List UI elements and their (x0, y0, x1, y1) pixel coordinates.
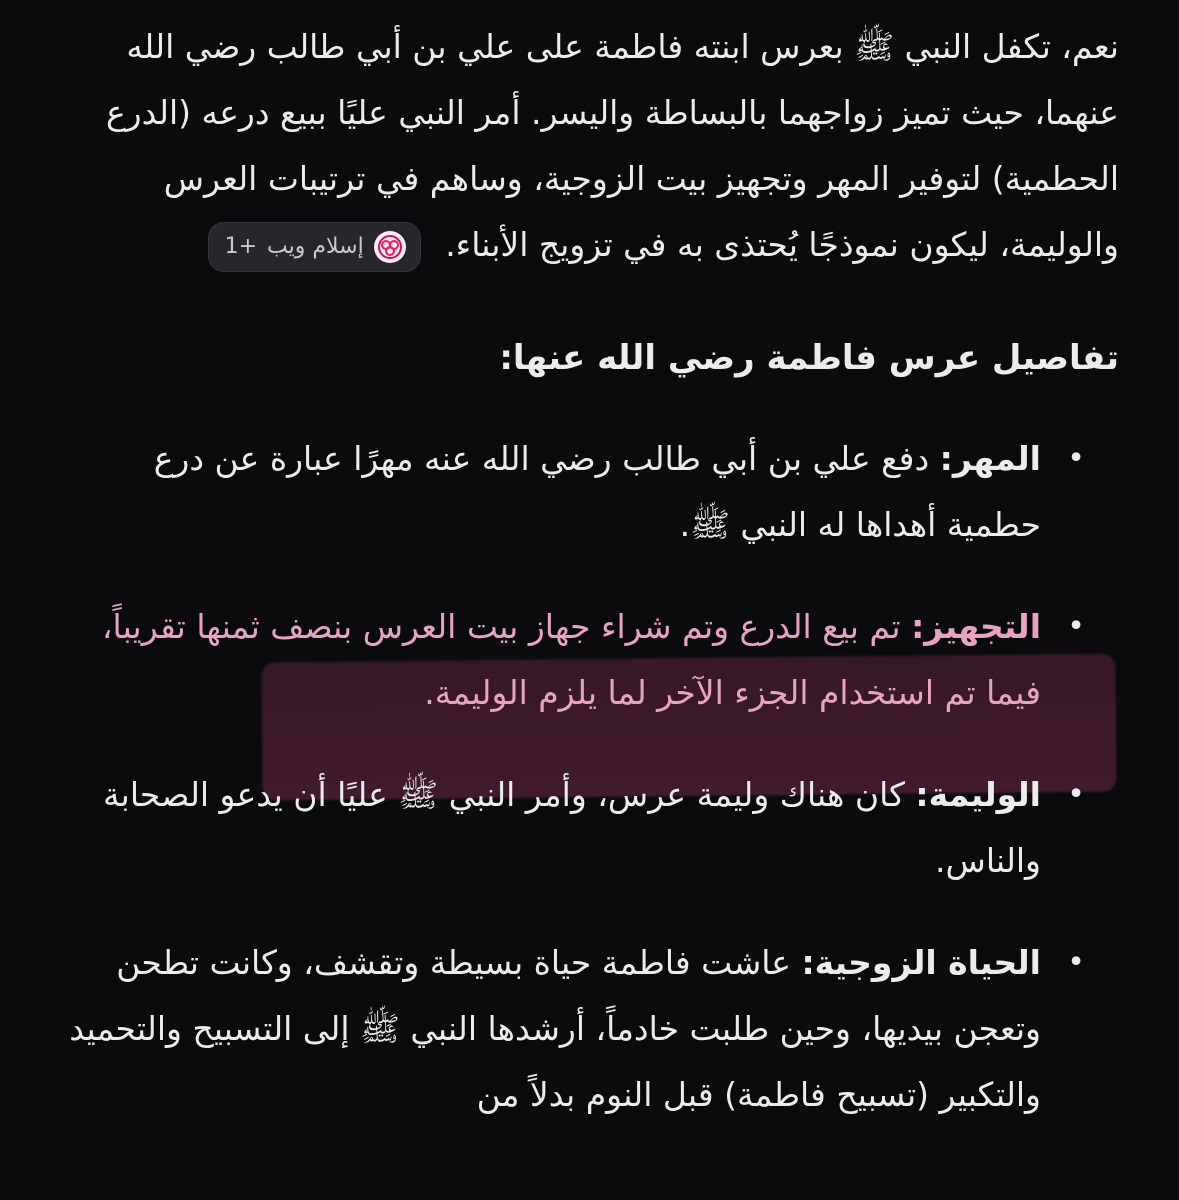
section-heading: تفاصيل عرس فاطمة رضي الله عنها: (499, 338, 1119, 378)
list-item-term: التجهيز: (911, 607, 1041, 646)
list-item-waleema (52, 762, 1119, 894)
list-item-tajheez (52, 594, 1119, 726)
bullet-icon: • (1067, 777, 1085, 812)
intro-paragraph (52, 14, 1119, 278)
list-item-term: المهر: (939, 439, 1041, 478)
list-item-term: الحياة الزوجية: (801, 943, 1041, 982)
list-item-married-life (52, 930, 1119, 1128)
list-item-text: كان هناك وليمة عرس، وأمر النبي ﷺ عليًا أن يدعو الصحابة والناس. (102, 775, 1041, 880)
source-chip-extra-count: +1 (224, 233, 258, 259)
source-chip-label: إسلام ويب (267, 233, 364, 259)
bullet-icon: • (1067, 609, 1085, 644)
list-item-text: تم بيع الدرع وتم شراء جهاز بيت العرس بنصف ثمنها تقريباً، فيما تم استخدام الجزء الآخر لما يلزم الوليمة. (101, 607, 1041, 712)
source-chip-button[interactable] (208, 222, 421, 272)
details-list (52, 426, 1119, 1128)
list-item-text: عاشت فاطمة حياة بسيطة وتقشف، وكانت تطحن وتعجن بيديها، وحين طلبت خادماً، أرشدها النبي ﷺ إلى التسبيح والتحميد والتكبير (تسبيح فاطمة) قبل النوم بدلاً من (69, 943, 1041, 1114)
list-item-mahr (52, 426, 1119, 558)
bullet-icon: • (1067, 441, 1085, 476)
list-item-text: دفع علي بن أبي طالب رضي الله عنه مهرًا عبارة عن درع حطمية أهداها له النبي ﷺ. (153, 439, 1041, 544)
intro-text: نعم، تكفل النبي ﷺ بعرس ابنته فاطمة على علي بن أبي طالب رضي الله عنهما، حيث تميز زواجهما بالبساطة واليسر. أمر النبي عليًا ببيع درعه (الدرع الحطمية) لتوفير المهر وتجهيز بيت الزوجية، وساهم في ترتيبات العرس والوليمة، ليكون نموذجًا يُحتذى به في تزويج الأبناء. (105, 27, 1119, 264)
islamweb-logo-icon (374, 231, 406, 263)
list-item-term: الوليمة: (915, 775, 1041, 814)
bullet-icon: • (1067, 945, 1085, 980)
answer-content (52, 14, 1119, 1164)
